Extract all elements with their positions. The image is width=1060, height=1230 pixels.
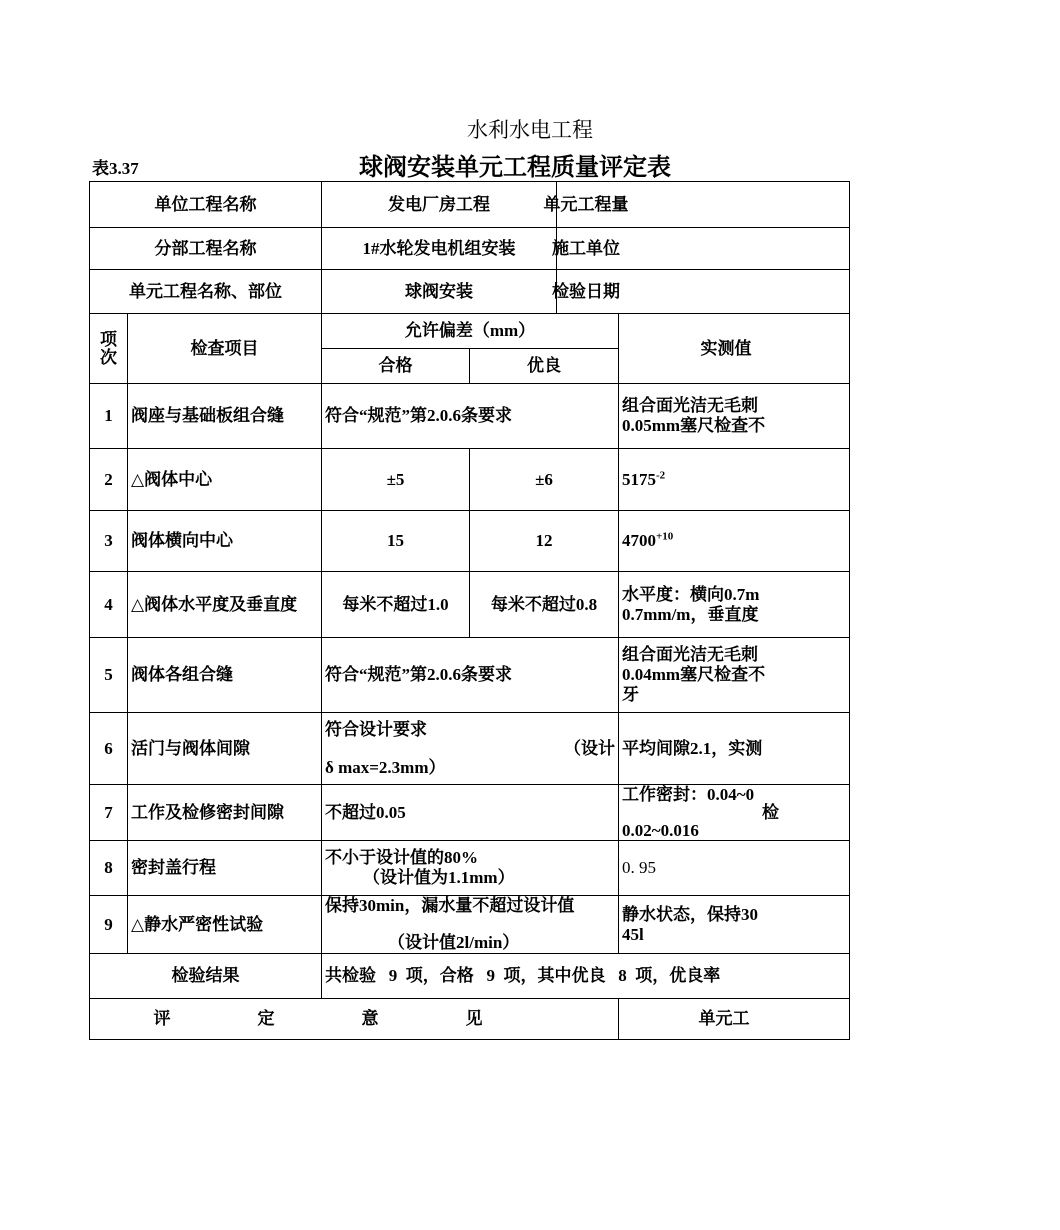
table-row — [90, 896, 850, 954]
qualified-header: 合格 — [322, 349, 470, 384]
column-header-row-1 — [90, 314, 850, 349]
info-row-unit-name — [90, 270, 850, 314]
unit-project-value: 发电厂房工程 — [322, 182, 557, 228]
row-check-item: △阀体中心 — [128, 449, 322, 511]
row-qualified: ±5 — [322, 449, 470, 511]
row-measured — [619, 638, 850, 713]
row-check-item: 活门与阀体间隙 — [128, 713, 322, 785]
pre-title: 水利水电工程 — [467, 118, 593, 142]
page-title: 球阀安装单元工程质量评定表 — [359, 155, 671, 181]
row-qualified: 15 — [322, 511, 470, 572]
row-number: 9 — [90, 896, 128, 954]
row-tolerance — [322, 713, 619, 785]
table-row — [90, 511, 850, 572]
row-number: 5 — [90, 638, 128, 713]
measured-line: 0.05mm塞尺检查不 — [622, 416, 766, 435]
measured-line: 工作密封：0.04~0 — [622, 784, 755, 804]
evaluation-label — [90, 999, 619, 1040]
row-check-item: 工作及检修密封间隙 — [128, 785, 322, 841]
evaluation-char: 意 — [361, 1009, 379, 1028]
division-label: 分部工程名称 — [90, 228, 322, 270]
row-excellent: ±6 — [470, 449, 619, 511]
tolerance-line: 不小于设计值的80% — [325, 848, 478, 867]
measured-deviation: +10 — [656, 530, 674, 543]
row-check-item: 阀体各组合缝 — [128, 638, 322, 713]
table-row — [90, 638, 850, 713]
row-tolerance: 符合“规范”第2.0.6条要求 — [322, 638, 619, 713]
row-excellent: 12 — [470, 511, 619, 572]
row-number: 6 — [90, 713, 128, 785]
row-number: 4 — [90, 572, 128, 638]
measured-line: 静水状态，保持30 — [622, 904, 758, 924]
tolerance-line: （设计值2l/min） — [388, 933, 520, 952]
info-row-division — [90, 228, 850, 270]
tolerance-line: （设计值为1.1mm） — [363, 868, 515, 887]
row-measured — [619, 449, 850, 511]
row-qualified: 每米不超过1.0 — [322, 572, 470, 638]
evaluation-right — [619, 999, 850, 1040]
evaluation-right-text: 单元工 — [698, 1009, 750, 1028]
measured-line: 组合面光洁无毛刺 — [622, 645, 758, 664]
row-number: 3 — [90, 511, 128, 572]
result-row — [90, 954, 850, 999]
excellent-header: 优良 — [470, 349, 619, 384]
table-row — [90, 449, 850, 511]
evaluation-table — [89, 181, 850, 1040]
unit-name-label: 单元工程名称、部位 — [90, 270, 322, 314]
tolerance-header: 允许偏差（mm） — [322, 314, 619, 349]
row-measured — [619, 572, 850, 638]
row-measured — [619, 384, 850, 449]
row-check-item: 阀座与基础板组合缝 — [128, 384, 322, 449]
row-measured: 平均间隙2.1，实测 — [619, 713, 850, 785]
row-number: 8 — [90, 841, 128, 896]
tolerance-line: （设计 — [564, 739, 615, 758]
unit-project-label: 单位工程名称 — [90, 182, 322, 228]
row-check-item: △静水严密性试验 — [128, 896, 322, 954]
result-label: 检验结果 — [90, 954, 322, 999]
row-tolerance: 符合“规范”第2.0.6条要求 — [322, 384, 619, 449]
row-check-item: 阀体横向中心 — [128, 511, 322, 572]
tolerance-line: δ max=2.3mm） — [325, 758, 446, 777]
tolerance-line: 保持30min，漏水量不超过设计值 — [325, 896, 575, 915]
row-measured: 0. 95 — [619, 841, 850, 896]
row-check-item: △阀体水平度及垂直度 — [128, 572, 322, 638]
row-tolerance — [322, 896, 619, 954]
item-no-header: 项次 — [90, 314, 128, 384]
measured-line: 组合面光洁无毛刺 — [622, 396, 758, 415]
measured-base: 4700 — [622, 531, 656, 550]
measured-line: 45l — [622, 924, 644, 944]
table-row — [90, 572, 850, 638]
evaluation-char: 定 — [257, 1009, 275, 1028]
measured-line: 0.02~0.016 — [622, 820, 699, 840]
evaluation-char: 见 — [465, 1009, 483, 1028]
measured-line: 水平度：横向0.7m — [622, 584, 760, 604]
row-number: 2 — [90, 449, 128, 511]
table-row — [90, 841, 850, 896]
measured-base: 5175 — [622, 469, 656, 489]
quality-evaluation-sheet — [89, 181, 779, 1041]
info-row-unit-project — [90, 182, 850, 228]
construction-unit-label — [552, 228, 850, 270]
row-measured — [619, 511, 850, 572]
unit-quantity-label — [543, 182, 850, 228]
check-item-header: 检查项目 — [128, 314, 322, 384]
row-number: 1 — [90, 384, 128, 449]
unit-name-value: 球阀安装 — [322, 270, 557, 314]
measured-deviation: -2 — [656, 468, 666, 481]
row-tolerance: 不超过0.05 — [322, 785, 619, 841]
measured-line: 牙 — [622, 685, 639, 704]
inspection-date-label-text: 检验日期 — [552, 281, 620, 301]
row-measured — [619, 896, 850, 954]
evaluation-char: 评 — [153, 1009, 171, 1028]
measured-line: 0.7mm/m，垂直度 — [622, 604, 759, 624]
result-text: 共检验 9 项，合格 9 项，其中优良 8 项，优良率 — [322, 954, 850, 999]
row-measured — [619, 785, 850, 841]
row-number: 7 — [90, 785, 128, 841]
construction-unit-label-text: 施工单位 — [552, 238, 620, 258]
evaluation-row — [90, 999, 850, 1040]
row-tolerance — [322, 841, 619, 896]
division-value: 1#水轮发电机组安装 — [322, 228, 557, 270]
inspection-date-label — [552, 270, 850, 314]
measured-line: 检 — [762, 802, 779, 822]
tolerance-line: 符合设计要求 — [325, 720, 427, 739]
table-row — [90, 785, 850, 841]
measured-line: 0.04mm塞尺检查不 — [622, 665, 766, 684]
table-row — [90, 384, 850, 449]
measured-header — [619, 314, 850, 384]
row-excellent: 每米不超过0.8 — [470, 572, 619, 638]
table-number: 表3.37 — [92, 159, 139, 178]
unit-quantity-label-text: 单元工程量 — [543, 194, 629, 214]
measured-header-text: 实测值 — [700, 338, 752, 358]
row-check-item: 密封盖行程 — [128, 841, 322, 896]
table-row — [90, 713, 850, 785]
